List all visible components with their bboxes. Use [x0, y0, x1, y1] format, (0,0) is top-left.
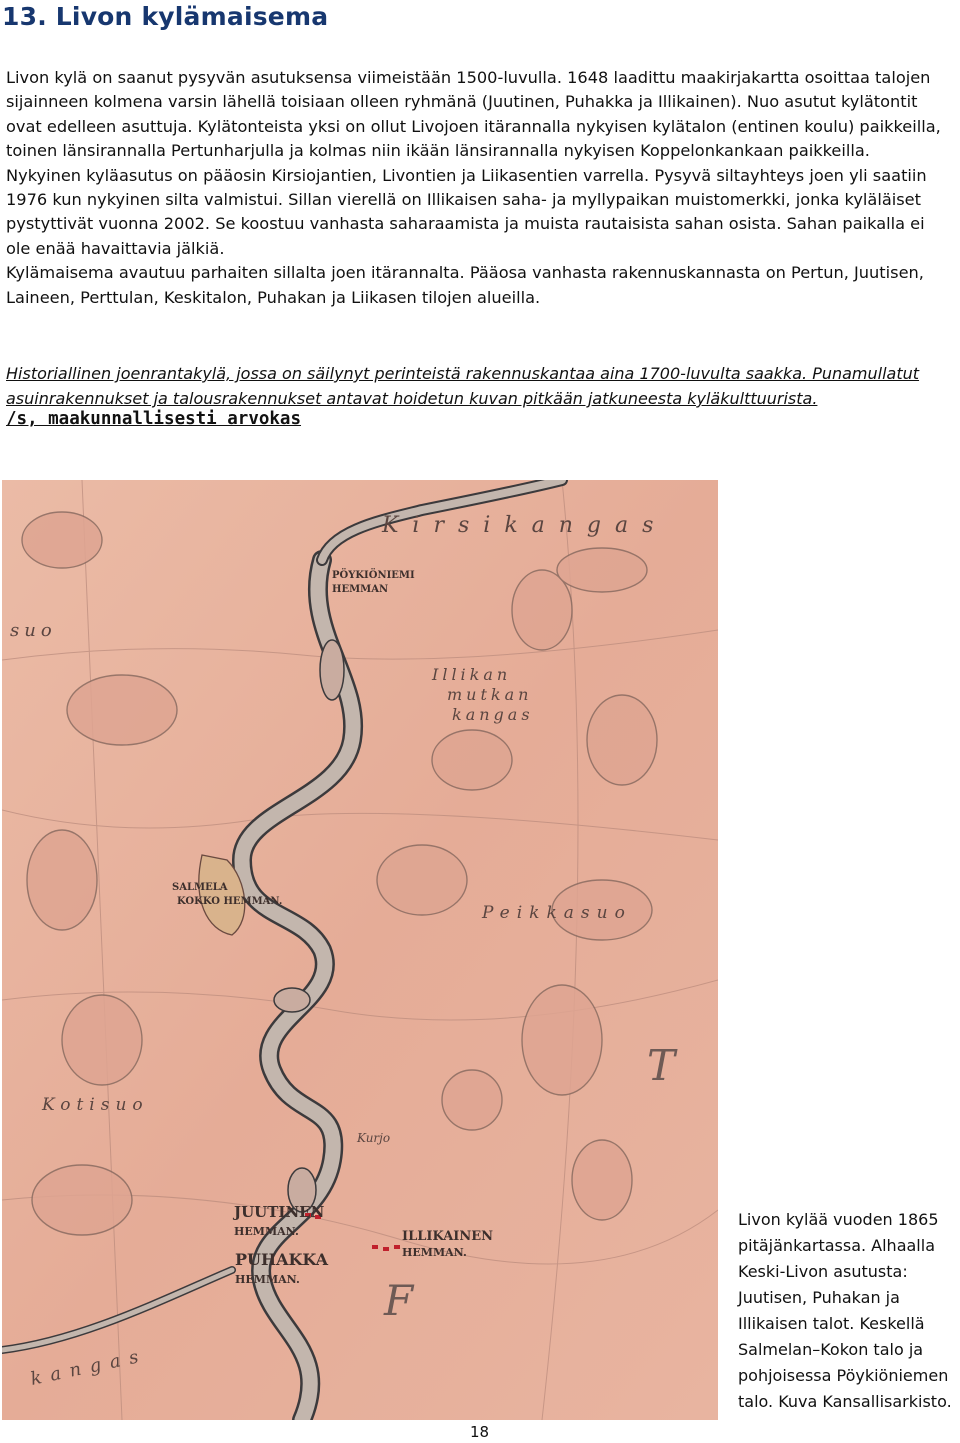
map-label-illikan: Illikan — [432, 665, 512, 684]
map-label-puhakka: PUHAKKA — [235, 1250, 329, 1269]
map-label-kokko: KOKKO HEMMAN. — [177, 896, 283, 907]
map-label-kangas-bottom: kangas — [28, 1344, 150, 1390]
page-title: 13. Livon kylämaisema — [2, 2, 329, 31]
map-label-kirsikangas: Kirsikangas — [382, 513, 668, 538]
paragraph-current-village: Nykyinen kyläasutus on pääosin Kirsiojantien, Livontien ja Liikasentien varrella. Pysyvä siltayhteys joen yli saatiin 1976 kun nykyinen silta valmistui. Sillan vierellä on Illikaisen saha- ja myllypaikan muistomerkki, jonka kyläläiset pystyttivät vuonna 2002. Se koostuu vanhasta saharaamista ja muista rautaisista sahan osista. Sahan paikalla ei ole enää havaittavia jälkiä. — [6, 165, 927, 258]
heritage-description: Historiallinen joenrantakylä, jossa on säilynyt perinteistä rakennuskantaa aina 1700-luvulta saakka. Punamullatut asuinrakennukset ja talousrakennukset antavat hoidetun kuvan pitkään jatkuneesta kyläkulttuurista. — [6, 364, 920, 408]
paragraph-settlement-history: Livon kylä on saanut pysyvän asutuksensa viimeistään 1500-luvulla. 1648 laadittu maakirjakartta osoittaa talojen sijainneen kolmena varsin lähellä toisiaan olleen ryhmänä (Juutinen, Puhakka ja Illikainen). Nuo asutut kylätontit ovat edelleen asuttuja. Kylätonteista yksi on ollut Livojoen itärannalla nykyisen kylätalon (entinen koulu) paikkeilla, toinen länsirannalla Pertunharjulla ja kolmas niin ikään länsirannalla nykyisen Koppelonkankaan paikkeilla. — [6, 68, 941, 161]
map-label-illikainen: ILLIKAINEN — [402, 1229, 494, 1244]
heritage-statement — [6, 361, 954, 411]
map-label-kurjo: Kurjo — [357, 1131, 391, 1145]
map-label-sue: suo — [10, 620, 57, 641]
map-label-salmela: SALMELA — [172, 882, 228, 893]
heritage-status: /s, maakunnallisesti arvokas — [6, 409, 302, 429]
map-label-poykioniemi: PÖYKIÖNIEMI — [332, 570, 415, 581]
map-label-peikkasuo: Peikkasuo — [482, 903, 632, 923]
map-label-letter-t: T — [647, 1041, 676, 1090]
map-label-mutkan: mutkan — [447, 685, 533, 704]
map-label-hemman-4: HEMMAN. — [235, 1273, 300, 1286]
map-label-kangas: kangas — [452, 705, 534, 724]
map-caption: Livon kylää vuoden 1865 pitäjänkartassa. Alhaalla Keski-Livon asutusta: Juutisen, Puhakan ja Illikaisen talot. Keskellä Salmelan–Kokon talo ja pohjoisessa Pöykiöniemen talo. Kuva Kansallisarkisto. — [738, 1210, 952, 1411]
page-number: 18 — [470, 1423, 490, 1441]
body-text — [6, 66, 954, 310]
map-label-hemman-3: HEMMAN. — [402, 1246, 467, 1259]
paragraph-landscape-view: Kylämaisema avautuu parhaiten sillalta joen itärannalta. Pääosa vanhasta rakennuskannasta on Pertun, Juutisen, Laineen, Perttulan, Keskitalon, Puhakan ja Liikasen tilojen alueilla. — [6, 263, 924, 307]
map-paper — [2, 480, 718, 1420]
map-label-hemman-1: HEMMAN — [332, 584, 389, 595]
map-label-kotisuo: Kotisuo — [42, 1095, 149, 1115]
map-label-juutinen: JUUTINEN — [234, 1203, 325, 1221]
historical-map — [2, 480, 718, 1420]
map-label-letter-f: F — [384, 1276, 414, 1325]
map-label-hemman-2: HEMMAN. — [234, 1225, 299, 1238]
